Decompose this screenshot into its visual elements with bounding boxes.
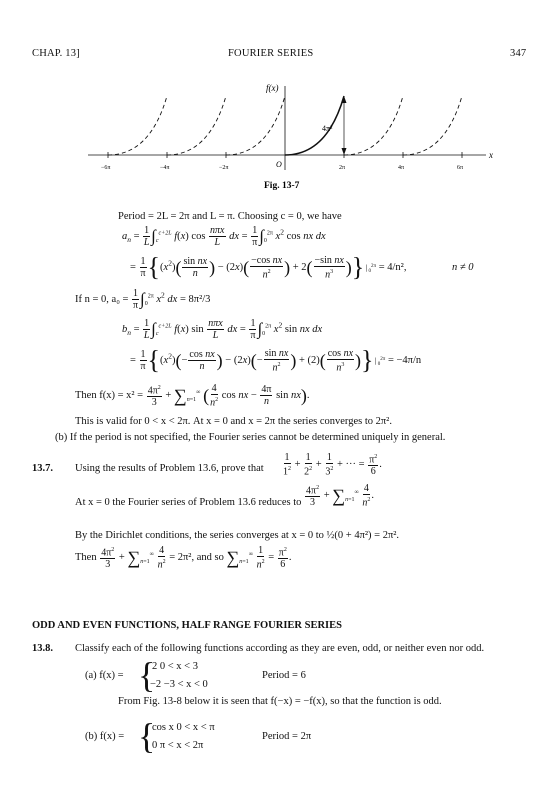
bn-equation-line-2: = $\frac{1}{\pi}$ {$(x^2)(-$ $\frac{\text{cos nx}}{n}$ ) − (2x)(− $\frac{\text{sin nx}}{n^2}$ ) + (2)( $\frac{\text{cos nx}}{n^3}$ )}$│_0^{2\pi} = -4\pi/n$	[130, 345, 422, 375]
then-sum-line: Then $\frac{4\pi^2}{3}$ + $\sum_{n=1}^\infty$ $\frac{4}{n^2}$ = 2π², and so $\sum_{n=1}^\infty$ $\frac{1}{n^2}$ = $\frac{\pi^2}{6}$ .	[75, 545, 292, 571]
y-axis-label: f(x)	[266, 83, 279, 93]
tick-label-2: −4π	[160, 165, 170, 171]
reduce-line: At x = 0 the Fourier series of Problem 13.6 reduces to $\frac{4\pi^2}{3}$ + $\sum_{n=1}^\infty$ $\frac{4}{n^2}$ .	[75, 483, 375, 509]
curve-dashed-5	[403, 96, 462, 155]
an-result: = 4/n²,	[378, 262, 407, 274]
tick-label-4: 2π	[339, 165, 346, 171]
part-a-case-1: 2 0 < x < 3	[152, 661, 198, 672]
series-line: Then f(x) = x² = $\frac{4\pi^2}{3}$ + $\sum_{n=1}^\infty$ ( $\frac{4}{n^2}$ cos nx − $\frac{4\pi}{n}$ sin nx).	[75, 383, 310, 409]
jump-annotation: 4π²	[322, 124, 333, 133]
and-so-text: = 2π², and so	[169, 552, 224, 564]
part-b-line: (b) If the period is not specified, the Fourier series cannot be determined uniquely in general.	[55, 432, 446, 443]
tick-label-3: −2π	[219, 165, 229, 171]
period-line: Period = 2L = 2π and L = π. Choosing c = 0, we have	[118, 211, 342, 222]
n-condition: n ≠ 0	[452, 262, 474, 273]
origin-label: O	[276, 160, 282, 169]
part-a-note: From Fig. 13-8 below it is seen that f(−x) = −f(x), so that the function is odd.	[118, 696, 442, 707]
part-a-period: Period = 6	[262, 670, 306, 681]
tick-label-1: −6π	[101, 165, 111, 171]
x-axis-label: x	[489, 150, 493, 160]
basel-sum: $\frac{1}{1^2}$ + $\frac{1}{2^2}$ + $\frac{1}{3^2}$ + ··· = $\frac{\pi^2}{6}$ .	[283, 452, 382, 478]
part-a-case-2: −2 −3 < x < 0	[150, 679, 208, 690]
chapter-label: CHAP. 13]	[32, 48, 80, 59]
part-b-case-1: cos x 0 < x < π	[152, 722, 215, 733]
tick-labels	[101, 165, 463, 171]
part-a-label: (a) f(x) =	[85, 670, 124, 681]
an-equation-line-2: = $\frac{1}{\pi}$ {$(x^2)$( $\frac{\text{sin nx}}{n}$ ) − (2x)( $\frac{\text{−cos nx}}{n^2}$ ) + 2( $\frac{\text{−sin nx}}{n^3}$ )}$│_0^{2\pi} = 4/n^2$,	[130, 252, 407, 282]
problem-13-7-text: Using the results of Problem 13.6, prove that	[75, 463, 264, 474]
running-title: FOURIER SERIES	[228, 48, 314, 59]
tick-label-5: 4π	[398, 165, 405, 171]
valid-line: This is valid for 0 < x < 2π. At x = 0 and x = 2π the series converges to 2π².	[75, 416, 392, 427]
tick-label-6: 6π	[457, 165, 464, 171]
curve-dashed-1	[108, 96, 167, 155]
part-b-case-2: 0 π < x < 2π	[152, 740, 204, 751]
problem-13-8-number: 13.8.	[32, 643, 53, 654]
problem-13-7-number: 13.7.	[32, 463, 53, 474]
a0-line: If n = 0, a₀ = $\frac{1}{\pi}$ $\int_0^{2\pi}$ $x^2$ dx = 8π²/3	[75, 288, 211, 311]
a0-result: 8π²/3	[188, 293, 211, 305]
curve-dashed-4	[344, 96, 403, 155]
then-word: Then	[75, 552, 97, 564]
fourier-figure	[0, 78, 558, 193]
figure-caption: Fig. 13-7	[264, 181, 300, 191]
reduce-text: At x = 0 the Fourier series of Problem 13.6 reduces to	[75, 497, 302, 509]
bn-equation-line-1: $b_n$ = $\frac{1}{L}$ $\int_c^{c+2L}$ f(x) sin $\frac{\text{nπx}}{L}$ dx = $\frac{1}{\pi}$ $\int_0^{2\pi}$ $x^2$ sin nx dx	[122, 318, 323, 341]
bn-result: = −4π/n	[387, 355, 422, 367]
dirichlet-line: By the Dirichlet conditions, the series converges at x = 0 to ½(0 + 4π²) = 2π².	[75, 530, 400, 541]
part-b-period: Period = 2π	[262, 731, 312, 742]
section-title: ODD AND EVEN FUNCTIONS, HALF RANGE FOURIER SERIES	[32, 620, 342, 631]
part-a-brace: {	[138, 655, 156, 695]
part-b-brace: {	[138, 716, 156, 756]
a0-label: If n = 0, a₀ =	[75, 293, 129, 305]
then-label: Then f(x) = x² =	[75, 390, 144, 402]
page-number: 347	[510, 48, 527, 59]
an-equation-line-1: $a_n$ = $\frac{1}{L}$ $\int_c^{c+2L}$ f(x) cos $\frac{\text{nπx}}{L}$ dx = $\frac{1}{\pi}$ $\int_0^{2\pi}$ $x^2$ cos nx dx	[122, 225, 326, 248]
part-b-label: (b) f(x) =	[85, 731, 125, 742]
curve-solid	[285, 96, 344, 155]
curve-dashed-2	[167, 96, 226, 155]
curve-dashed-3	[226, 96, 285, 155]
problem-13-8-text: Classify each of the following functions according as they are even, odd, or neither even nor odd.	[75, 643, 485, 654]
